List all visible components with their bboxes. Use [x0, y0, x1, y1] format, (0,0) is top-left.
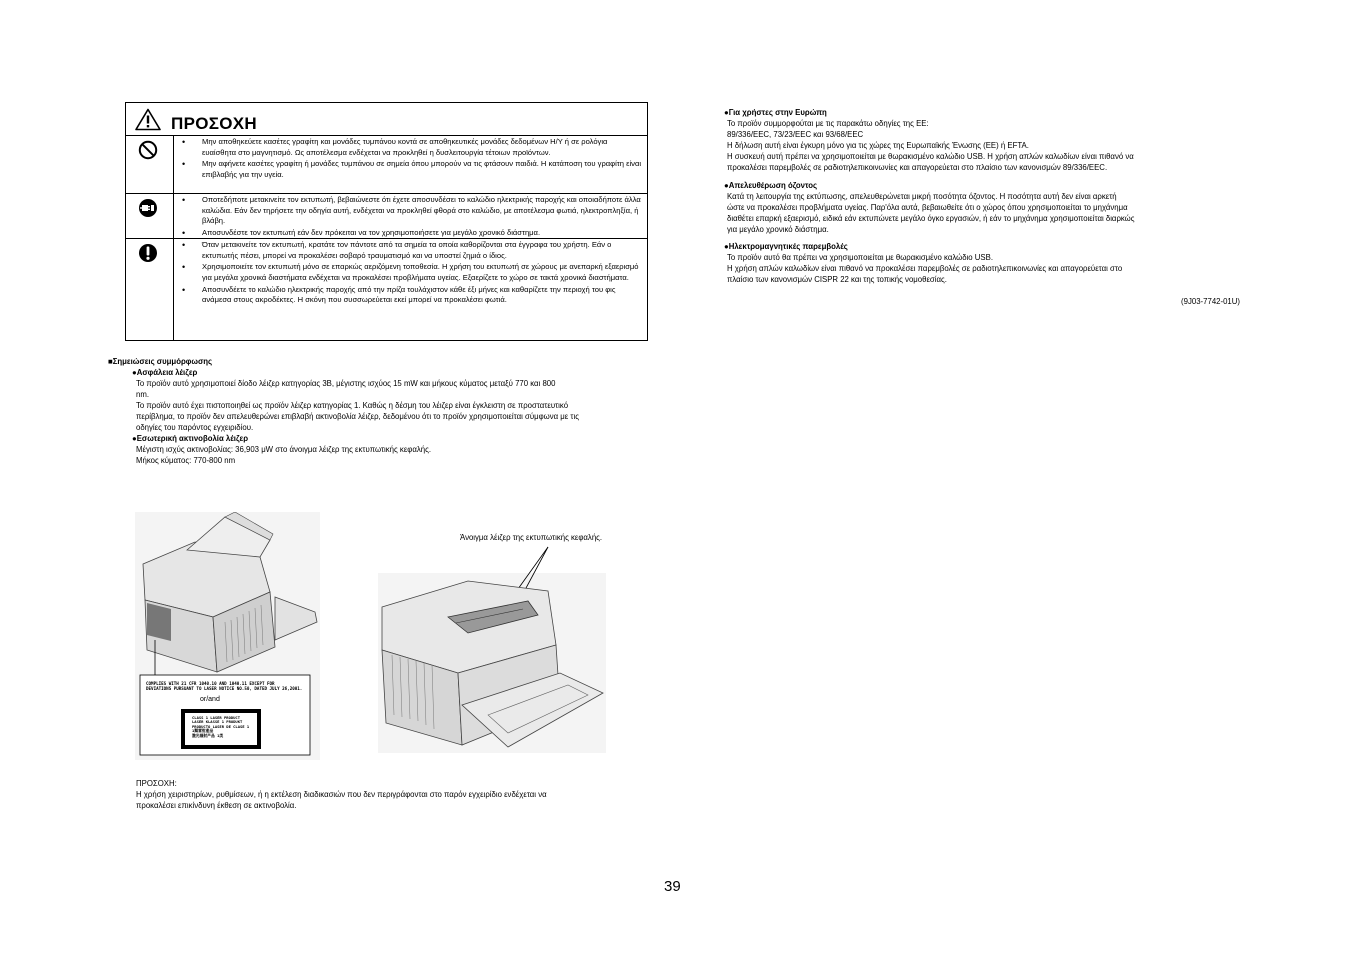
ozone-text: Κατά τη λειτουργία της εκτύπωσης, απελευθερώνεται μικρή ποσότητα όζοντος. Η ποσότητα αυτή δεν είναι αρκετή ώστε να προκαλέσει προβλήματα υγείας. Παρ'όλα αυτά, βεβαιωθείτε ότι ο χώρος όπου χρησιμοποιείται το μηχάνημα διαθέτει επαρκή εξαερισμό, ειδικά εάν εκτυπώνετε μεγάλο όγκο εργασιών, ή εάν το μηχάνημα χρησιμοποιείται διαρκώς για μεγάλο χρονικό διάστημα. [727, 192, 1135, 234]
caution-item: • Αποσυνδέστε τον εκτυπωτή εάν δεν πρόκειται να τον χρησιμοποιήσετε για μεγάλο χρονικό διάστημα. [173, 228, 643, 239]
emi-heading: ●Ηλεκτρομαγνητικές παρεμβολές [724, 242, 848, 251]
europe-text: Το προϊόν συμμορφούται με τις παρακάτω οδηγίες της ΕΕ: 89/336/EEC, 73/23/EEC και 93/68/EEC Η δήλωση αυτή είναι έγκυρη μόνο για τις χώρες της Ευρωπαϊκής Ένωσης (ΕΕ) ή EFTA. Η συσκευή αυτή πρέπει να χρησιμοποιείται με θωρακισμένο καλώδιο USB. Η χρήση απλών καλωδίων είναι πιθανό να προκαλέσει παρεμβολές σε ραδιοτηλεπικοινωνίες και απαγορεύεται στο πλαίσιο των κανονισμών 89/336/EEC. [727, 119, 1134, 172]
caution-box [125, 102, 648, 341]
caution-item: • Μην αφήνετε κασέτες γραφίτη ή μονάδες τυμπάνου σε σημεία όπου μπορούν να τις φτάσουν παιδιά. Η κατάποση του γραφίτη είναι επιβλαβής για την υγεία. [173, 159, 643, 180]
compliance-label-text: COMPLIES WITH 21 CFR 1040.10 AND 1040.11 EXCEPT FOR DEVIATIONS PURSUANT TO LASER NOTICE NO.50, DATED JULY 26,2001. [146, 681, 303, 692]
caution-item: • Όταν μετακινείτε τον εκτυπωτή, κρατάτε τον πάντοτε από τα σημεία τα οποία καθορίζονται στα έγγραφα του χρήστη. Εάν ο εκτυπωτής πέσει, μπορεί να προκαλέσει σοβαρό τραυματισμό και να υποστεί ζημιά ο ίδιος. [173, 240, 643, 261]
caution-item: • Χρησιμοποιείτε τον εκτυπωτή μόνο σε επαρκώς αεριζόμενη τοποθεσία. Η χρήση του εκτυπωτή σε χώρους με ανεπαρκή εξαερισμό για μεγάλα χρονικά διαστήματα ενδέχεται να προκαλέσει προβλήματα υγείας. Εξαερίζετε το χώρο σε τακτά χρονικά διαστήματα. [173, 262, 643, 283]
warning-triangle-icon [135, 108, 161, 131]
internal-radiation-text: Μέγιστη ισχύς ακτινοβολίας: 36,903 μW στο άνοιγμα λέιζερ της εκτυπωτικής κεφαλής. Μήκος κύματος: 770-800 nm [136, 445, 432, 465]
internal-radiation-heading: ●Εσωτερική ακτινοβολία λέιζερ [132, 434, 249, 443]
laser-safety-text: Το προϊόν αυτό χρησιμοποιεί δίοδο λέιζερ κατηγορίας 3B, μέγιστης ισχύος 15 mW και μήκους κύματος μεταξύ 770 και 800 nm. Το προϊόν αυτό έχει πιστοποιηθεί ως προϊόν λέιζερ κατηγορίας 1. Καθώς η δέσμη του λέιζερ είναι έγκλειστη σε προστατευτικό περίβλημα, το προϊόν δεν απελευθερώνει επιβλαβή ακτινοβολία λέιζερ, δεδομένου ότι το προϊόν χρησιμοποιείται σύμφωνα με τις οδηγίες του παρόντος εγχειριδίου. [136, 379, 580, 432]
or-and-text: or/and [200, 696, 220, 703]
caution-header [126, 103, 647, 136]
prohibition-icon [138, 140, 158, 160]
compliance-heading: ■Σημειώσεις συμμόρφωσης [108, 357, 213, 366]
unplug-icon [138, 198, 158, 218]
laser-safety-heading: ●Ασφάλεια λέιζερ [132, 368, 198, 377]
europe-heading: ●Για χρήστες στην Ευρώπη [724, 108, 827, 117]
bottom-caution: ΠΡΟΣΟΧΗ: Η χρήση χειριστηρίων, ρυθμίσεων, ή η εκτέλεση διαδικασιών που δεν περιγράφονται στο παρόν εγχειρίδιο ενδέχεται να προκαλέσει επικίνδυνη έκθεση σε ακτινοβολία. [136, 779, 696, 812]
aperture-caption: Άνοιγμα λέιζερ της εκτυπωτικής κεφαλής. [460, 533, 603, 542]
ozone-heading: ●Απελευθέρωση όζοντος [724, 181, 818, 190]
exclamation-icon [138, 243, 158, 263]
caution-item: • Αποσυνδέετε το καλώδιο ηλεκτρικής παροχής από την πρίζα τουλάχιστον κάθε έξι μήνες και καθαρίζετε την περιοχή του φις ανάμεσα στους ακροδέκτες. Η σκόνη που συσσωρεύεται εκεί μπορεί να προκαλέσει φωτιά. [173, 285, 643, 306]
emi-text: Το προϊόν αυτό θα πρέπει να χρησιμοποιείται με θωρακισμένο καλώδιο USB. Η χρήση απλών καλωδίων είναι πιθανό να προκαλέσει παρεμβολές σε ραδιοτηλεπικοινωνίες και απαγορεύεται στο πλαίσιο των κανονισμών CISPR 22 και της τοπικής νομοθεσίας. [727, 253, 1123, 284]
caution-row-storage [126, 136, 647, 194]
caution-row-unplug [126, 194, 647, 239]
caution-item: • Μην αποθηκεύετε κασέτες γραφίτη και μονάδες τυμπάνου κοντά σε αποθηκευτικές μονάδες δεδομένων Η/Υ ή σε ρολόγια ευαίσθητα στο μαγνητισμό. Ως αποτέλεσμα ενδέχεται να προκληθεί η δυσλειτουργία τέτοιων προϊόντων. [173, 137, 643, 158]
printer-aperture-illustration [378, 545, 606, 753]
caution-item: • Οποτεδήποτε μετακινείτε τον εκτυπωτή, βεβαιώνεστε ότι έχετε αποσυνδέσει το καλώδιο ηλεκτρικής παροχής και οποιαδήποτε άλλα καλώδια. Εάν δεν τηρήσετε την οδηγία αυτή, ενδέχεται να προκληθεί φθορά στο καλώδιο, με αποτέλεσμα φωτιά, ηλεκτροπληξία, ή βλάβη. [173, 195, 643, 227]
bottom-caution-title: ΠΡΟΣΟΧΗ: [136, 779, 177, 788]
document-code: (9J03-7742-01U) [1181, 297, 1240, 306]
caution-row-handling [126, 239, 647, 340]
caution-title: ΠΡΟΣΟΧΗ [171, 114, 257, 133]
page-number: 39 [664, 878, 681, 895]
class-label-text: CLASS 1 LASER PRODUCT LASER KLASSE 1 PRODUKT PRODUCTO LASER DE CLASE 1 1類雷射產品 激光辐射产品 1类 [192, 715, 250, 738]
